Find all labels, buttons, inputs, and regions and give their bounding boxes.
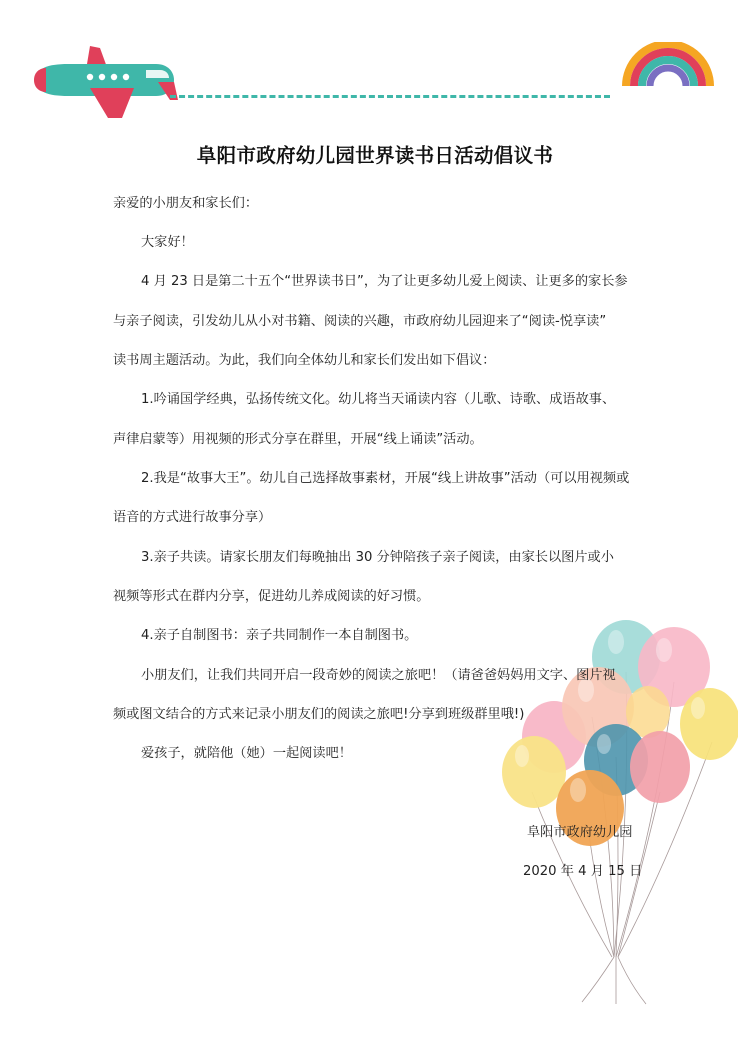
intro-line: 4 月 23 日是第二十五个“世界读书日”，为了让更多幼儿爱上阅读、让更多的家长参 [141, 274, 628, 289]
proposal-item-1: 声律启蒙等）用视频的形式分享在群里，开展“线上诵读”活动。 [113, 432, 483, 447]
dashed-flight-path [170, 95, 610, 98]
proposal-item-1: 1.吟诵国学经典，弘扬传统文化。幼儿将当天诵读内容（儿歌、诗歌、成语故事、 [141, 392, 616, 407]
proposal-item-3: 视频等形式在群内分享，促进幼儿养成阅读的好习惯。 [113, 589, 430, 604]
motto-text: 爱孩子，就陪他（她）一起阅读吧！ [141, 746, 352, 761]
proposal-item-2: 语音的方式进行故事分享） [113, 510, 272, 525]
airplane-icon [28, 42, 178, 122]
intro-line: 读书周主题活动。为此，我们向全体幼儿和家长们发出如下倡议： [113, 353, 496, 368]
greeting: 亲爱的小朋友和家长们： [113, 196, 259, 211]
signature-org: 阜阳市政府幼儿园 [527, 825, 633, 840]
proposal-item-2: 2.我是“故事大王”。幼儿自己选择故事素材，开展“线上讲故事”活动（可以用视频或 [141, 471, 630, 486]
closing-line: 小朋友们，让我们共同开启一段奇妙的阅读之旅吧！（请爸爸妈妈用文字、图片视 [141, 668, 616, 683]
intro-line: 与亲子阅读，引发幼儿从小对书籍、阅读的兴趣，市政府幼儿园迎来了“阅读-悦享读” [113, 314, 607, 329]
proposal-item-3: 3.亲子共读。请家长朋友们每晚抽出 30 分钟陪孩子亲子阅读，由家长以图片或小 [141, 550, 614, 565]
page-title: 阜阳市政府幼儿园世界读书日活动倡议书 [196, 144, 554, 167]
closing-line: 频或图文结合的方式来记录小朋友们的阅读之旅吧!分享到班级群里哦!) [113, 707, 525, 722]
signature-date: 2020 年 4 月 15 日 [523, 864, 643, 879]
hello-text: 大家好！ [141, 235, 194, 250]
proposal-item-4: 4.亲子自制图书：亲子共同制作一本自制图书。 [141, 628, 418, 643]
rainbow-icon [622, 42, 714, 90]
